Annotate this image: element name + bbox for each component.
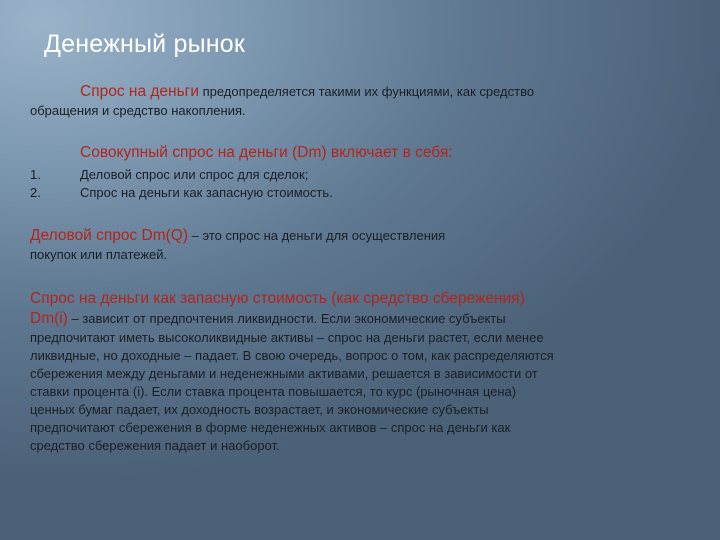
paragraph-business-demand	[30, 226, 690, 264]
list-item	[30, 166, 690, 184]
savings-demand-line: сбережения между деньгами и неденежными активами, решается в зависимости от	[30, 366, 538, 381]
paragraph-money-demand	[30, 82, 690, 120]
money-demand-text-2: обращения и средство накопления.	[30, 103, 246, 118]
list-item-text: Деловой спрос или спрос для сделок;	[80, 167, 309, 182]
savings-demand-heading: Спрос на деньги как запасную стоимость (как средство сбережения)	[30, 290, 525, 307]
list-item-text: Спрос на деньги как запасную стоимость.	[80, 185, 333, 200]
business-demand-text-1: – это спрос на деньги для осуществления	[188, 228, 446, 243]
savings-demand-line: ликвидные, но доходные – падает. В свою очередь, вопрос о том, как распределяются	[30, 348, 554, 363]
savings-demand-line: средство сбережения падает и наоборот.	[30, 438, 280, 453]
slide-title: Денежный рынок	[44, 30, 245, 58]
money-demand-text-1: предопределяется такими их функциями, как средство	[198, 84, 535, 99]
savings-demand-line: ценных бумаг падает, их доходность возрастает, и экономические субъекты	[30, 402, 489, 417]
list-item	[30, 184, 690, 202]
savings-demand-line: ставки процента (i). Если ставка процента повышается, то курс (рыночная цена)	[30, 384, 517, 399]
savings-demand-line: предпочитают сбережения в форме неденежных активов – спрос на деньги как	[30, 420, 511, 435]
total-demand-heading-block	[30, 143, 690, 163]
money-demand-lead: Спрос на деньги	[80, 83, 199, 100]
paragraph-savings-demand	[30, 289, 682, 455]
savings-demand-line: – зависит от предпочтения ликвидности. Если экономические субъекты	[67, 311, 506, 326]
savings-demand-line: предпочитают иметь высоколиквидные активы – спрос на деньги растет, если менее	[30, 330, 544, 345]
business-demand-text-2: покупок или платежей.	[30, 247, 168, 262]
list-item-number: 1.	[30, 167, 41, 182]
savings-demand-lead: Dm(i)	[30, 310, 68, 327]
list-item-number: 2.	[30, 185, 41, 200]
business-demand-lead: Деловой спрос Dm(Q)	[30, 227, 189, 244]
total-demand-list	[30, 166, 690, 202]
total-demand-heading: Совокупный спрос на деньги (Dm) включает в себя:	[80, 144, 453, 161]
